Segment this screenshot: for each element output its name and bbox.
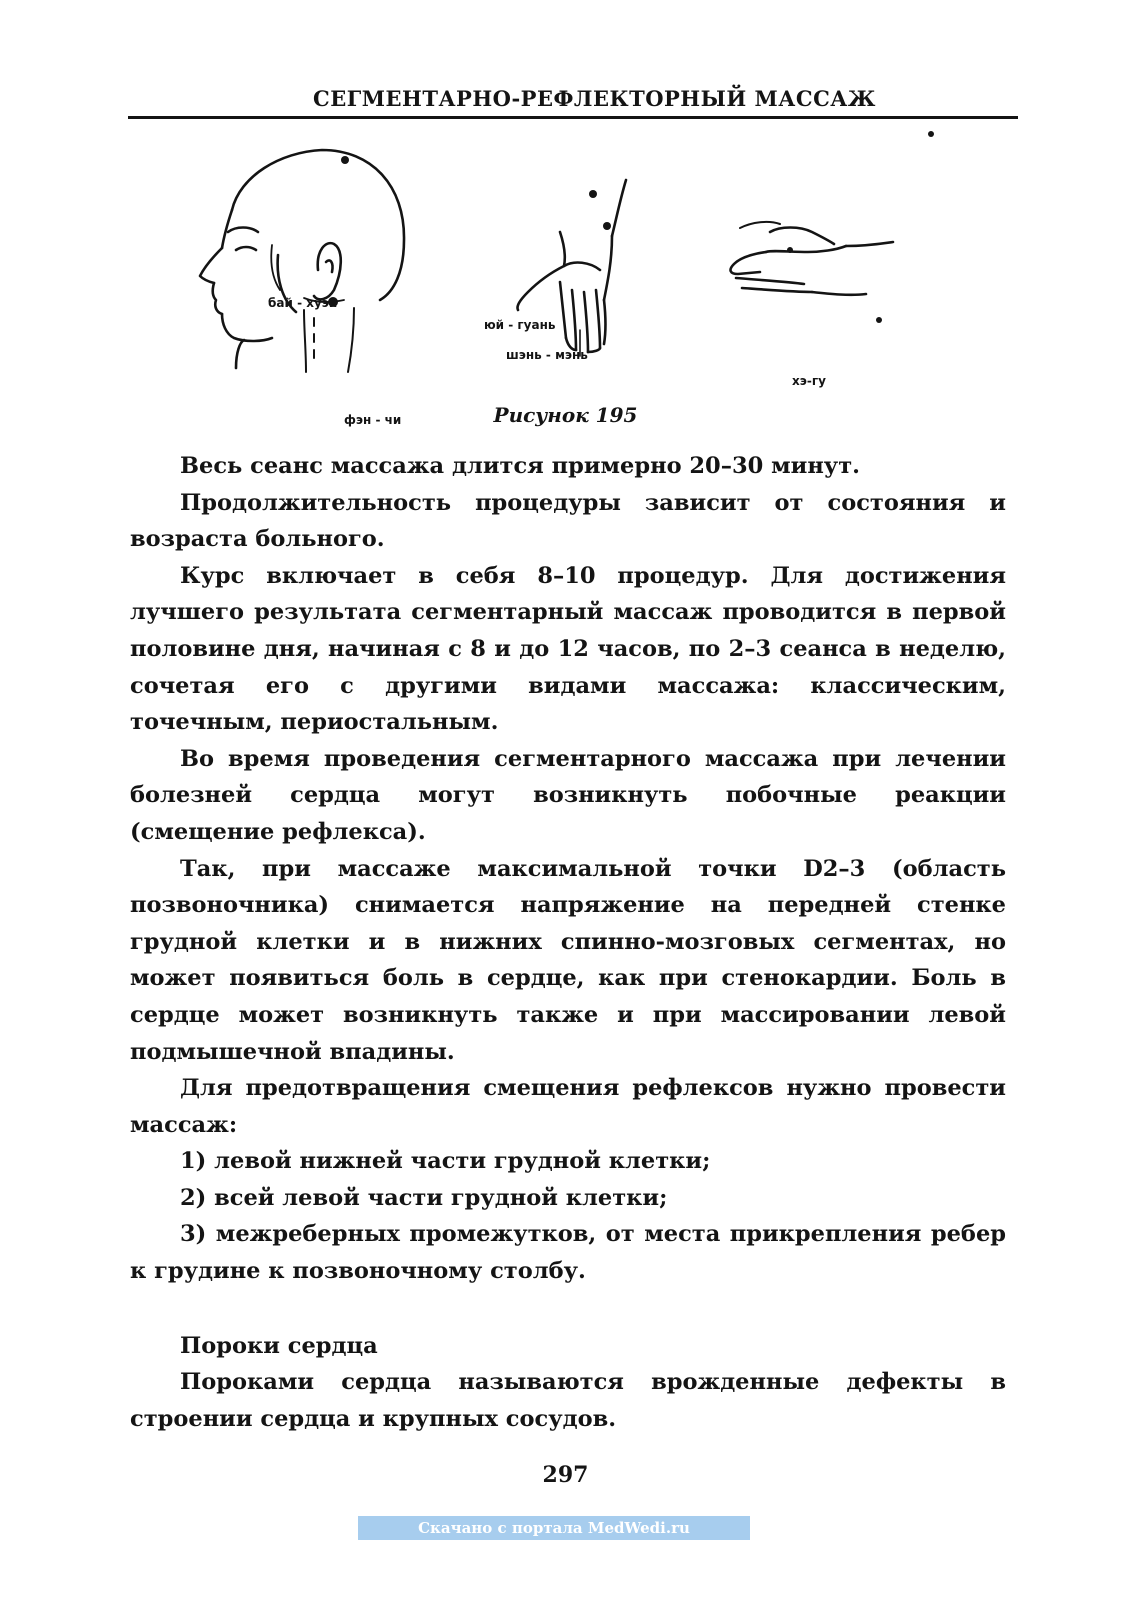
paragraph: Так, при массаже максимальной точки D2–3 (область позвоночника) снимается напряжение на передней стенке грудной клетки и в нижних спинно-мозговых сегментах, но может появиться боль в сердце, как при стенокардии. Боль в сердце может возникнуть также и при массировании левой подмышечной впадины. [130,855,1006,1065]
section-heading: Пороки сердца [180,1332,378,1359]
head-drawing [200,150,404,372]
label-he-gu: хэ-гу [792,374,826,388]
header-rule [128,116,1018,119]
download-watermark: Скачано с портала MedWedi.ru [358,1516,750,1540]
label-shen-men: шэнь - мэнь [506,348,588,362]
paragraph: Во время проведения сегментарного массажа при лечении болезней сердца могут возникнуть побочные реакции (смещение рефлекса). [130,745,1006,845]
list-item: 1) левой нижней части грудной клетки; [180,1148,711,1175]
list-item: 2) всей левой части грудной клетки; [180,1184,668,1211]
list-item: 3) межреберных промежутков, от места прикрепления ребер к грудине к позвоночному столбу. [130,1221,1006,1285]
paragraph: Продолжительность процедуры зависит от состояния и возраста больного. [130,489,1006,553]
running-header: СЕГМЕНТАРНО-РЕФЛЕКТОРНЫЙ МАССАЖ [313,86,876,111]
paragraph: Курс включает в себя 8–10 процедур. Для достижения лучшего результата сегментарный массаж проводится в первой половине дня, начиная с 8 и до 12 часов, по 2–3 сеанса в неделю, сочетая его с другими видами массажа: классическим, точечным, периостальным. [130,562,1006,736]
label-yui-guan: юй - гуань [484,318,556,332]
paragraph: Пороками сердца называются врожденные дефекты в строении сердца и крупных сосудов. [130,1369,1006,1432]
label-bai-huei: бай - хуэй [268,296,338,310]
paragraph: Весь сеанс массажа длится примерно 20–30 минут. [180,453,860,479]
label-feng-chi: фэн - чи [344,413,402,427]
hand-drawing [731,222,893,323]
body-text [130,448,1006,1437]
paragraph: Для предотвращения смещения рефлексов нужно провести массаж: [130,1075,1006,1138]
page-number: 297 [542,1462,589,1488]
figure-caption: Рисунок 195 [493,403,638,427]
